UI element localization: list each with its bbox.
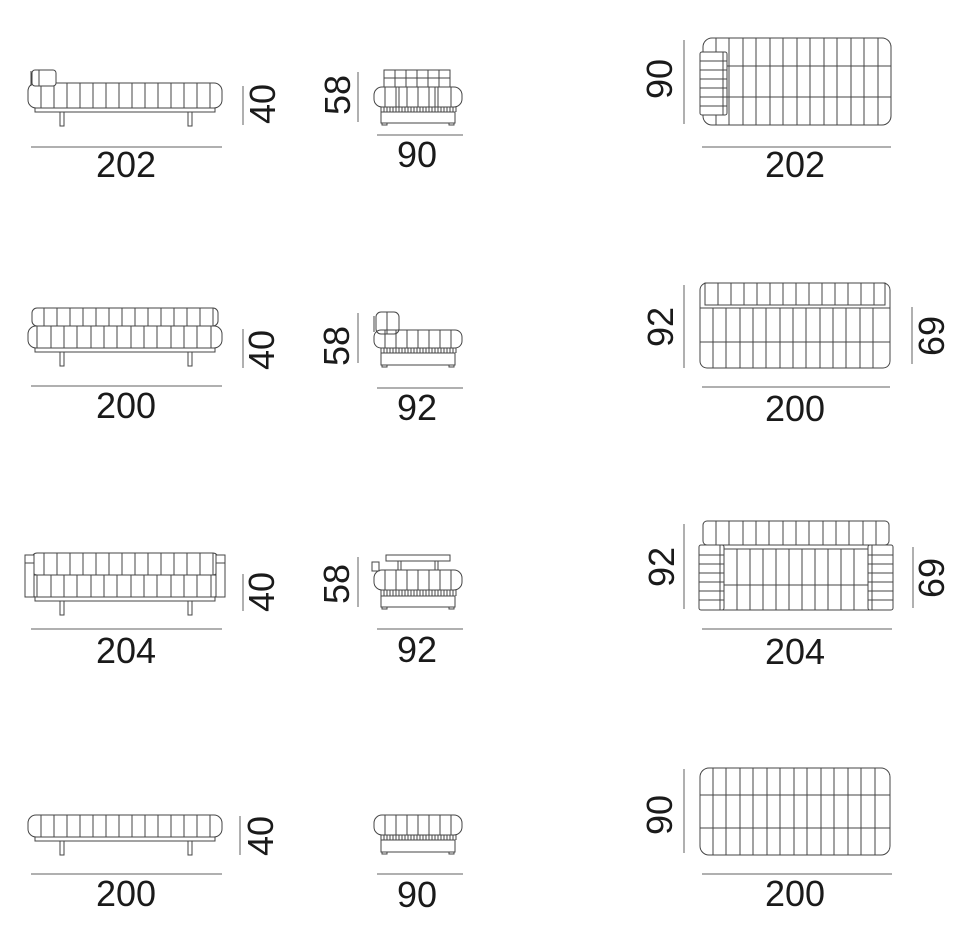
row4-top-view-drawing (696, 764, 892, 858)
row4-side-view-drawing (372, 813, 464, 855)
row3-top-width-dim-line (702, 628, 892, 630)
row3-top-seat-depth-label: 69 (911, 557, 952, 599)
row1-top-view-drawing (698, 34, 894, 128)
row2-side-height-dim-line (357, 313, 359, 363)
row2-side-width-label: 92 (396, 387, 438, 428)
row2-top-seat-depth-label: 69 (911, 315, 952, 357)
row4-front-height-label: 40 (240, 815, 281, 857)
row1-top-width-label: 202 (764, 144, 826, 185)
row3-side-height-label: 58 (316, 563, 357, 605)
row4-top-depth-label: 90 (639, 794, 680, 836)
row4-front-width-label: 200 (95, 873, 157, 914)
row4-top-width-label: 200 (764, 873, 826, 914)
row1-front-width-label: 202 (95, 144, 157, 185)
row3-front-height-label: 40 (241, 571, 282, 613)
row3-side-view-drawing (372, 553, 464, 610)
row3-top-depth-dim-line (683, 524, 685, 609)
row1-top-depth-dim-line (683, 40, 685, 124)
row2-front-view-drawing (25, 306, 225, 368)
row1-top-depth-label: 90 (639, 58, 680, 100)
row3-front-width-label: 204 (95, 630, 157, 671)
row3-top-width-label: 204 (764, 631, 826, 672)
row3-top-view-drawing (696, 519, 896, 615)
row2-side-view-drawing (372, 310, 464, 368)
row1-side-height-label: 58 (317, 74, 358, 116)
row2-front-height-label: 40 (241, 329, 282, 371)
row3-front-view-drawing (25, 547, 225, 615)
row2-top-depth-dim-line (683, 285, 685, 368)
row1-side-view-drawing (372, 68, 464, 126)
row4-top-depth-dim-line (683, 769, 685, 853)
row2-front-width-label: 200 (95, 385, 157, 426)
row1-front-view-drawing (25, 68, 225, 128)
row3-top-depth-label: 92 (641, 546, 682, 588)
row1-side-width-label: 90 (396, 134, 438, 175)
row2-top-width-label: 200 (764, 388, 826, 429)
row1-front-height-label: 40 (242, 83, 283, 125)
row3-side-width-label: 92 (396, 629, 438, 670)
row2-top-view-drawing (696, 279, 892, 373)
row2-side-height-label: 58 (316, 325, 357, 367)
row4-side-width-label: 90 (396, 874, 438, 915)
row2-top-depth-label: 92 (640, 306, 681, 348)
row3-side-height-dim-line (357, 557, 359, 607)
row4-front-view-drawing (25, 813, 225, 859)
